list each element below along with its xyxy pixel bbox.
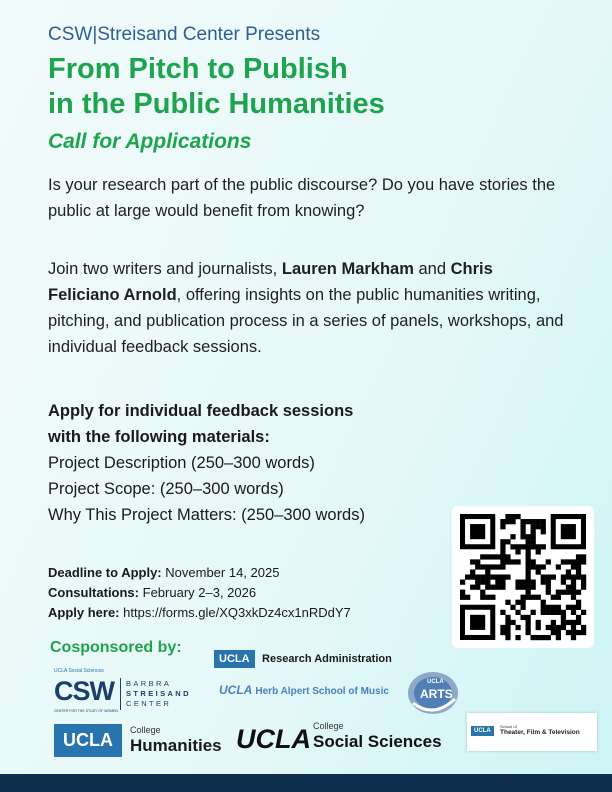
- qr-code[interactable]: [452, 506, 594, 648]
- research-administration-logo: [214, 649, 392, 669]
- csw-mark: CSW: [54, 676, 114, 706]
- intro-paragraph-1: Is your research part of the public discourse? Do you have stories the public at large would benefit from knowing?: [48, 176, 556, 220]
- arts-ucla-text: UCLA: [427, 679, 444, 685]
- apply-heading: with the following materials:: [48, 428, 270, 446]
- deadline-line: [48, 563, 351, 583]
- ucla-badge: UCLA: [214, 650, 255, 668]
- logo-divider: [120, 678, 121, 710]
- ucla-badge: UCLA: [54, 724, 122, 757]
- arts-text: ARTS: [420, 687, 453, 701]
- material-item: Why This Project Matters: (250–300 words): [48, 506, 365, 524]
- consultations-value: February 2–3, 2026: [142, 585, 257, 600]
- ucla-wordmark: UCLA: [236, 724, 311, 754]
- humanities-text: Humanities: [130, 736, 222, 755]
- streisand-line: STREISAND: [126, 689, 191, 698]
- social-sciences-logo: [236, 720, 456, 756]
- material-item: Project Description (250–300 words): [48, 454, 315, 472]
- csw-tagline: CENTER FOR THE STUDY OF WOMEN: [54, 709, 119, 713]
- ucla-wordmark: UCLA: [219, 683, 253, 697]
- intro-paragraph-2: [48, 256, 568, 360]
- music-school-text: Herb Alpert School of Music: [255, 686, 389, 697]
- details-block: [48, 563, 351, 623]
- herb-alpert-logo: [219, 683, 389, 697]
- deadline-label: Deadline to Apply:: [48, 565, 162, 580]
- deadline-value: November 14, 2025: [165, 565, 280, 580]
- apply-link[interactable]: https://forms.gle/XQ3xkDz4cx1nRDdY7: [123, 605, 351, 620]
- intro-text: Join two writers and journalists,: [48, 260, 282, 278]
- event-title: [48, 52, 385, 122]
- presenter-line: CSW|Streisand Center Presents: [48, 24, 321, 45]
- intro-text: , offering insights on the public humanities writing, pitching, and publication process in a series of panels, workshops, and individual feedback sessions.: [48, 286, 564, 356]
- csw-logo: [54, 668, 214, 716]
- qr-code-icon: [452, 506, 594, 648]
- apply-heading: Apply for individual feedback sessions: [48, 402, 354, 420]
- apply-section: [48, 398, 365, 528]
- ucla-badge: UCLA: [471, 726, 494, 736]
- social-sciences-text: Social Sciences: [313, 732, 442, 751]
- title-line-1: From Pitch to Publish: [48, 53, 348, 85]
- consultations-line: [48, 583, 351, 603]
- intro-text: and: [413, 260, 451, 278]
- streisand-wordmark: [126, 679, 191, 709]
- theater-text: Theater, Film & Television: [500, 729, 580, 736]
- material-item: Project Scope: (250–300 words): [48, 480, 284, 498]
- cosponsor-heading: Cosponsored by:: [50, 639, 182, 656]
- consultations-label: Consultations:: [48, 585, 139, 600]
- speaker-name: Chris Feliciano Arnold: [48, 260, 493, 304]
- college-label: College: [313, 721, 344, 731]
- title-line-2: in the Public Humanities: [48, 88, 385, 120]
- footer-bar: [0, 774, 612, 792]
- theater-school-label: School of: [500, 724, 517, 729]
- event-subtitle: Call for Applications: [48, 130, 252, 153]
- apply-link-line: [48, 603, 351, 623]
- csw-top-line: UCLA Social Sciences: [54, 668, 104, 674]
- college-label: College: [130, 725, 161, 735]
- ucla-arts-logo: [405, 669, 461, 717]
- streisand-line: BARBRA: [126, 679, 172, 688]
- research-text: Research Administration: [262, 653, 392, 665]
- speaker-name: Lauren Markham: [281, 260, 414, 278]
- apply-link-label: Apply here:: [48, 605, 120, 620]
- streisand-line: CENTER: [126, 699, 172, 708]
- theater-film-tv-logo: [467, 713, 597, 751]
